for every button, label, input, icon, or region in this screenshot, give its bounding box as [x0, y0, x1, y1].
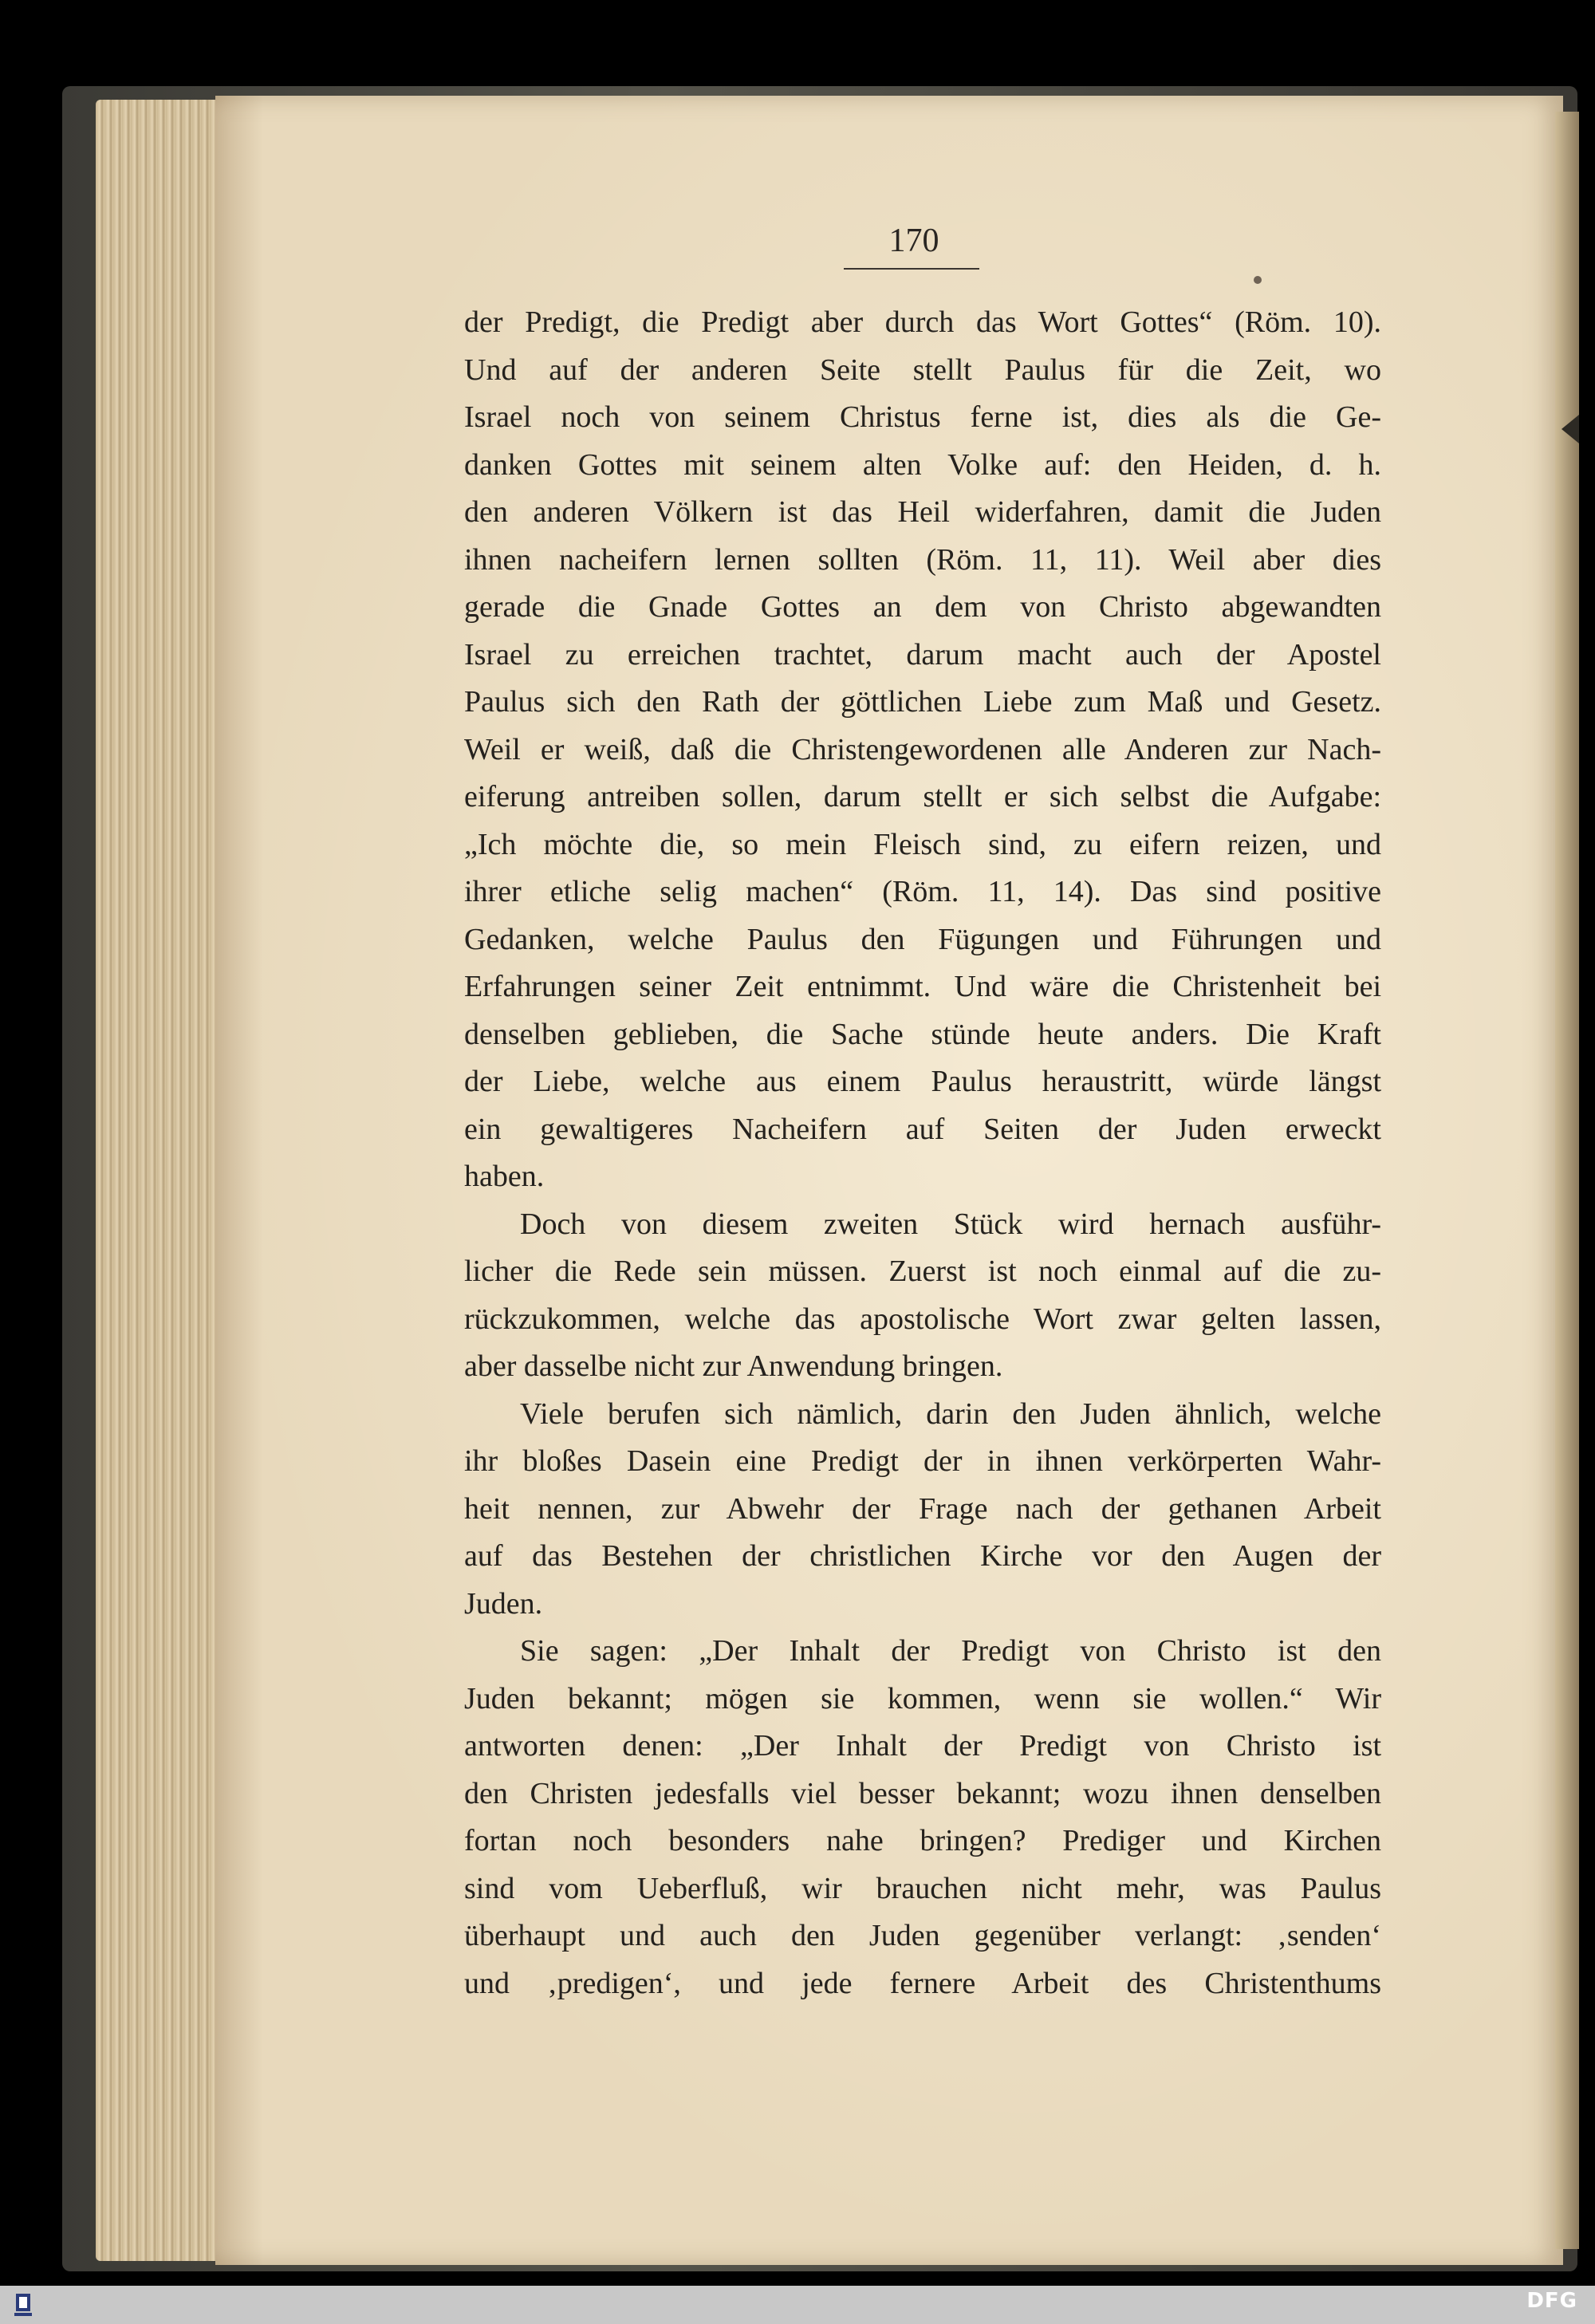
- text-line: licher die Rede sein müssen. Zuerst ist noch einmal auf die zu-: [464, 1255, 1381, 1288]
- text-line: den anderen Völkern ist das Heil widerfahren, damit die Juden: [464, 495, 1381, 529]
- text-line: aber dasselbe nicht zur Anwendung bringen.: [464, 1349, 1003, 1383]
- ink-speck: [1254, 276, 1262, 284]
- text-line: heit nennen, zur Abwehr der Frage nach der gethanen Arbeit: [464, 1491, 1381, 1526]
- text-line: Paulus sich den Rath der göttlichen Liebe zum Maß und Gesetz.: [464, 685, 1381, 719]
- text-line: auf das Bestehen der christlichen Kirche vor den Augen der: [464, 1539, 1381, 1573]
- text-line: Israel noch von seinem Christus ferne ist, dies als die Ge-: [464, 400, 1381, 434]
- text-line: Erfahrungen seiner Zeit entnimmt. Und wäre die Christenheit bei: [464, 970, 1381, 1003]
- text-line: überhaupt und auch den Juden gegenüber verlangt: ‚senden‘: [464, 1919, 1381, 1952]
- text-line: ihr bloßes Dasein eine Predigt der in ihnen verkörperten Wahr-: [464, 1444, 1381, 1478]
- text-line: Doch von diesem zweiten Stück wird hernach ausführ-: [520, 1207, 1381, 1241]
- text-line: ein gewaltigeres Nacheifern auf Seiten der Juden erweckt: [464, 1112, 1381, 1146]
- text-line: Viele berufen sich nämlich, darin den Juden ähnlich, welche: [520, 1396, 1381, 1431]
- dfg-logo: DFG: [1526, 2289, 1577, 2313]
- text-line: Gedanken, welche Paulus den Fügungen und Führungen und: [464, 922, 1381, 956]
- text-line: „Ich möchte die, so mein Fleisch sind, zu eifern reizen, und: [464, 827, 1381, 861]
- page-number-rule: [844, 268, 979, 270]
- text-line: Israel zu erreichen trachtet, darum macht auch der Apostel: [464, 637, 1381, 672]
- text-line: ihnen nacheifern lernen sollten (Röm. 11, 11). Weil aber dies: [464, 542, 1381, 577]
- text-line: Sie sagen: „Der Inhalt der Predigt von Christo ist den: [520, 1634, 1381, 1668]
- text-line: Weil er weiß, daß die Christengewordenen alle Anderen zur Nach-: [464, 732, 1381, 766]
- text-line: gerade die Gnade Gottes an dem von Christo abgewandten: [464, 590, 1381, 624]
- text-line: haben.: [464, 1160, 545, 1193]
- text-line: sind vom Ueberfluß, wir brauchen nicht mehr, was Paulus: [464, 1871, 1381, 1905]
- text-line: Und auf der anderen Seite stellt Paulus für die Zeit, wo: [464, 353, 1381, 387]
- text-line: antworten denen: „Der Inhalt der Predigt von Christo ist: [464, 1729, 1381, 1763]
- text-line: denselben geblieben, die Sache stünde heute anders. Die Kraft: [464, 1017, 1381, 1051]
- page-number: 170: [888, 223, 939, 259]
- page-edges: [96, 100, 223, 2261]
- text-line: danken Gottes mit seinem alten Volke auf: den Heiden, d. h.: [464, 447, 1381, 482]
- text-line: der Liebe, welche aus einem Paulus heraustritt, würde längst: [464, 1065, 1381, 1098]
- body-text: [464, 299, 1381, 2007]
- viewer-footer-bar: [0, 2286, 1595, 2324]
- library-logo-icon: [14, 2291, 32, 2318]
- text-line: ihrer etliche selig machen“ (Röm. 11, 14). Das sind positive: [464, 875, 1381, 908]
- text-line: fortan noch besonders nahe bringen? Prediger und Kirchen: [464, 1824, 1381, 1857]
- text-line: der Predigt, die Predigt aber durch das Wort Gottes“ (Röm. 10).: [464, 305, 1381, 339]
- text-line: rückzukommen, welche das apostolische Wort zwar gelten lassen,: [464, 1302, 1381, 1336]
- text-line: den Christen jedesfalls viel besser bekannt; wozu ihnen denselben: [464, 1776, 1381, 1810]
- text-line: eiferung antreiben sollen, darum stellt er sich selbst die Aufgabe:: [464, 780, 1381, 813]
- text-line: und ‚predigen‘, und jede fernere Arbeit des Christenthums: [464, 1966, 1381, 2000]
- text-line: Juden.: [464, 1586, 543, 1621]
- text-line: Juden bekannt; mögen sie kommen, wenn sie wollen.“ Wir: [464, 1681, 1381, 1715]
